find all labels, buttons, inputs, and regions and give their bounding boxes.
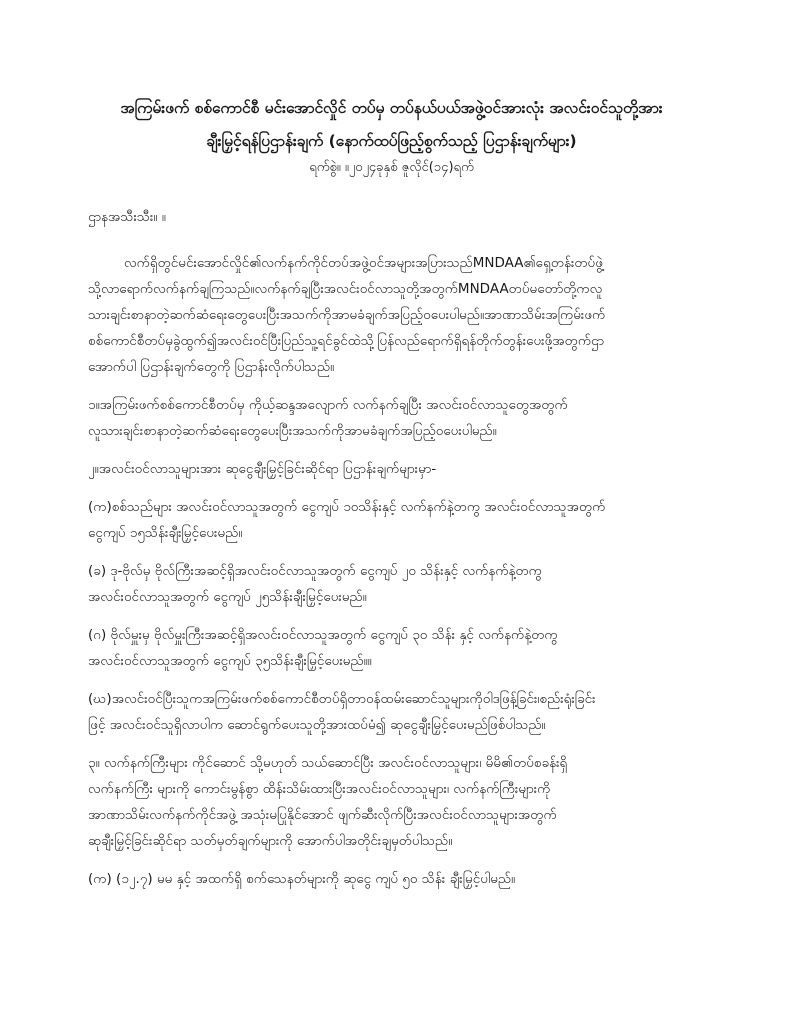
paragraph-line: (ခ) ဒု-ဗိုလ်မှ ဗိုလ်ကြီးအဆင့်ရှိအလင်းဝင်လာသူအတွက် ငွေကျပ် ၂၀ သိန်းနှင့် လက်နက်နဲ့တကွ [88,563,542,579]
paragraph-line: အာဏာသိမ်းလက်နက်ကိုင်အဖွဲ့ အသုံးမပြုနိုင်အောင် ဖျက်ဆီးလိုက်ပြီးအလင်းဝင်လာသူများအတွက် [88,807,557,823]
paragraph-clause-2-gha [88,686,695,738]
title-line-1: အကြမ်းဖက် စစ်ကောင်စီ မင်းအောင်လှိုင် တပ်မှ တပ်နယ်ပယ်အဖွဲ့ဝင်အားလုံး အလင်းဝင်သူတို့အား [120,99,663,117]
paragraph-clause-2-kha [88,558,695,610]
paragraph-line: အလင်းဝင်လာသူအတွက် ငွေကျပ် ၂၅သိန်းချီးမြှင့်ပေးမည်။ [88,589,367,605]
paragraph-line: ၂။အလင်းဝင်လာသူများအား ဆုငွေချီးမြှင့်ခြင်းဆိုင်ရာ ပြဌာန်းချက်များမှာ- [88,461,437,477]
paragraph-line: လက်နက်ကြီး များကို ကောင်းမွန်စွာ ထိန်းသိမ်းထားပြီးအလင်းဝင်လာသူများ၊ လက်နက်ကြီးများကို [88,781,551,797]
paragraph-clause-2 [88,456,695,482]
paragraph-line: (ဃ)အလင်းဝင်ပြီးသူကအကြမ်းဖက်စစ်ကောင်စီတပ်ရှိတာဝန်ထမ်းဆောင်သူများကိုဝါဒဖြန့်ခြင်း၊စည်းရုံးခြင်း [88,691,596,707]
title-line-2: ချီးမြှင့်ရန်ပြဌာန်းချက် (နောက်ထပ်ဖြည့်စွက်သည့် ပြဌာန်းချက်များ) [206,132,577,150]
paragraph-clause-2-ka [88,494,695,546]
paragraph-clause-3 [88,750,695,854]
paragraph-line: (က)စစ်သည်များ အလင်းဝင်လာသူအတွက် ငွေကျပ် ၁၀သိန်းနှင့် လက်နက်နဲ့တကွ အလင်းဝင်လာသူအတွက် [88,499,606,515]
paragraph-intro [88,250,695,380]
paragraph-clause-2-ga [88,622,695,674]
paragraph-line: သို့လာရောက်လက်နက်ချကြသည်။လက်နက်ချပြီးအလင်းဝင်လာသူတို့အတွက်MNDAAတပ်မတော်တို့ကလူ [88,281,603,297]
paragraph-line: သားချင်းစာနာတဲ့ဆက်ဆံရေးတွေပေးပြီးအသက်ကိုအာမခံချက်အပြည့်ဝပေးပါမည်။အာဏာသိမ်းအကြမ်းဖက် [88,307,606,323]
paragraph-line: လက်ရှိတွင်မင်းအောင်လှိုင်၏လက်နက်ကိုင်တပ်အဖွဲ့ဝင်အများအပြားသည်MNDAA၏ရှေ့တန်းတပ်ဖွဲ့ [124,255,603,271]
date-line: ရက်စွဲ။ ။၂၀၂၄ခုနှစ် ဇူလိုင်(၁၄)ရက် [309,160,474,175]
salutation: ဌာနအသီးသီး။ ။ [88,209,166,225]
paragraph-line: ၃။ လက်နက်ကြီးများ ကိုင်ဆောင် သို့မဟုတ် သယ်ဆောင်ပြီး အလင်းဝင်လာသူများ၊ မိမိ၏တပ်စခန်းရှိ [88,755,568,771]
paragraph-line: ဆုချီးမြှင့်ခြင်းဆိုင်ရာ သတ်မှတ်ချက်များကို အောက်ပါအတိုင်းချမှတ်ပါသည်။ [88,833,453,849]
paragraph-clause-1 [88,392,695,444]
paragraph-line: ဖြင့် အလင်းဝင်သူရှိလာပါက ဆောင်ရွက်ပေးသူတို့အားထပ်မံ၍ ဆုငွေချီးမြှင့်ပေးမည်ဖြစ်ပါသည်။ [88,717,546,733]
paragraph-line: ၁။အကြမ်းဖက်စစ်ကောင်စီတပ်မှ ကိုယ့်ဆန္ဒအလျောက် လက်နက်ချပြီး အလင်းဝင်လာသူတွေအတွက် [88,397,568,413]
paragraph-line: (ဂ) ဗိုလ်မှူးမှ ဗိုလ်မှူးကြီးအဆင့်ရှိအလင်းဝင်လာသူအတွက် ငွေကျပ် ၃၀ သိန်း နှင့် လက်နက်နဲ့တကွ [88,627,558,643]
paragraph-line: လူသားချင်းစာနာတဲ့ဆက်ဆံရေးတွေပေးပြီးအသက်ကိုအာမခံချက်အပြည့်ဝပေးပါမည်။ [88,423,497,439]
paragraph-line: အလင်းဝင်လာသူအတွက် ငွေကျပ် ၃၅သိန်းချီးမြှင့်ပေးမည်။။ [88,653,372,669]
paragraph-clause-3-ka [88,866,695,892]
paragraph-line: (က) (၁၂.၇) မမ နှင့် အထက်ရှိ စက်သေနတ်များကို ဆုငွေ ကျပ် ၅၀ သိန်း ချီးမြှင့်ပါမည်။ [88,871,516,887]
paragraph-line: အောက်ပါ ပြဌာန်းချက်တွေကို ပြဌာန်းလိုက်ပါသည်။ [88,359,335,375]
paragraph-line: စစ်ကောင်စီတပ်မှခွဲထွက်၍အလင်းဝင်ပြီးပြည်သူ့ရင်ခွင်ထဲသို့ပြန်လည်ရောက်ရှိရန်တိုက်တွန်းပေးဖို့အတွက်ဌာ [88,333,605,349]
paragraph-line: ငွေကျပ် ၁၅သိန်းချီးမြှင့်ပေးမည်။ [88,525,243,541]
